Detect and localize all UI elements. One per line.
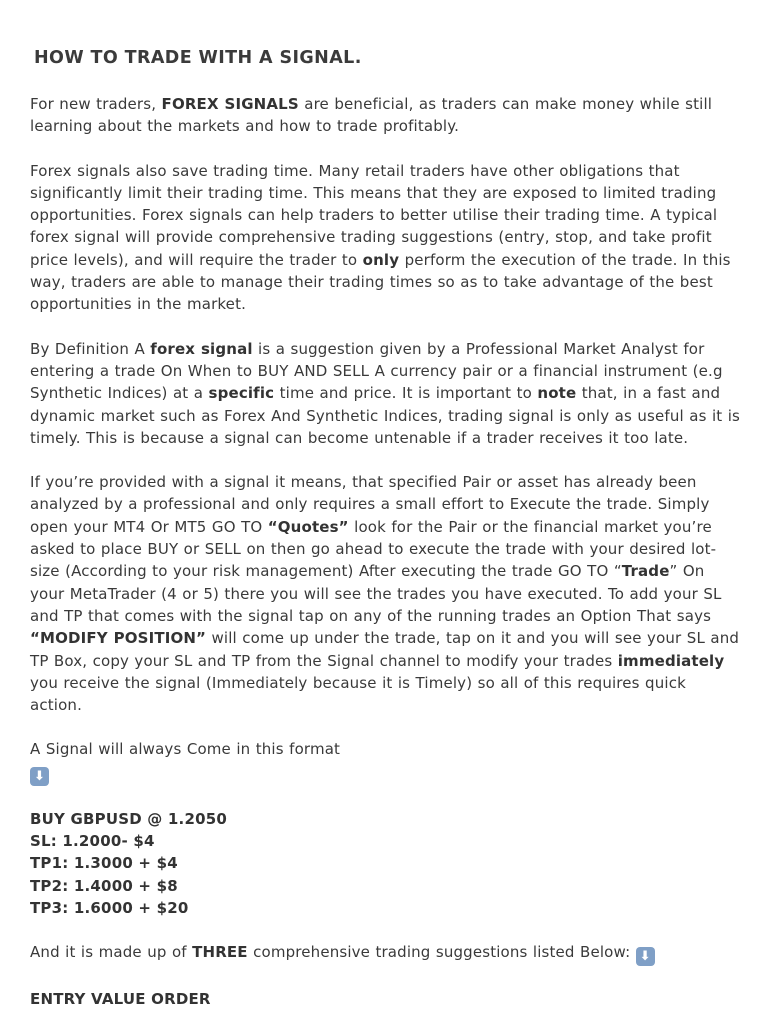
text-run: Forex signals also save trading time. Many retail traders have other obligations that significantly limit their trading time. This means that they are exposed to limited trading opportunities. Forex signals can help traders to better utilise their trading time. A typical forex signal will provide comprehensive trading suggestions (entry, stop, and take profit price levels), and will require the trader to	[30, 161, 718, 269]
text-run: And it is made up of	[30, 943, 193, 962]
signal-line-entry: BUY GBPUSD @ 1.2050	[30, 809, 227, 828]
bold-term: FOREX SIGNALS	[161, 95, 299, 113]
down-arrow-icon: ⬇	[636, 947, 655, 966]
bold-term: Trade	[621, 562, 670, 581]
bold-term: specific	[208, 384, 275, 403]
text-run: By Definition A	[30, 339, 151, 358]
text-run: you receive the signal (Immediately because it is Timely) so all of this requires quick action.	[30, 673, 686, 715]
bold-term: only	[362, 250, 400, 269]
intro-paragraph	[30, 93, 740, 138]
format-paragraph	[30, 738, 740, 785]
bold-term: immediately	[617, 651, 725, 670]
bold-term: note	[537, 384, 577, 403]
components-paragraph	[30, 941, 740, 966]
signal-example	[30, 808, 740, 919]
entry-value-order-heading: ENTRY VALUE ORDER	[30, 990, 211, 1009]
text-run: look for the Pair or the financial market you’re asked to place BUY or SELL on then go ahead to execute the trade with your desired lot-size (According to your risk management) After executing the trade GO TO “	[30, 517, 717, 581]
text-run: perform the execution of the trade. In this way, traders are able to manage their trading times so as to take advantage of the best opportunities in the market.	[30, 250, 731, 314]
page-title: HOW TO TRADE WITH A SIGNAL.	[34, 48, 362, 68]
signal-line-tp2: TP2: 1.4000 + $8	[30, 876, 178, 895]
time-saving-paragraph	[30, 160, 740, 316]
signal-line-tp3: TP3: 1.6000 + $20	[30, 898, 189, 917]
bold-term: “MODIFY POSITION”	[30, 629, 207, 648]
text-run: If you’re provided with a signal it means, that specified Pair or asset has already been analyzed by a professional and only requires a small effort to Execute the trade. Simply open your MT4 Or MT5 GO TO	[30, 473, 710, 536]
text-run: comprehensive trading suggestions listed Below:	[247, 943, 636, 962]
text-run: ” On your MetaTrader (4 or 5) there you will see the trades you have executed. To add your SL and TP that comes with the signal tap on any of the running trades an Option That says	[30, 562, 722, 625]
text-run: A Signal will always Come in this format	[30, 740, 341, 759]
bold-term: THREE	[192, 943, 248, 962]
text-run: time and price. It is important to	[274, 384, 538, 403]
bold-term: forex signal	[150, 339, 253, 358]
text-run: will come up under the trade, tap on it and you will see your SL and TP Box, copy your SL and TP from the Signal channel to modify your trades	[30, 629, 740, 670]
text-run: For new traders,	[30, 95, 162, 113]
down-arrow-icon: ⬇	[30, 767, 49, 786]
definition-paragraph	[30, 338, 740, 449]
signal-line-sl: SL: 1.2000- $4	[30, 832, 155, 851]
text-run: are beneficial, as traders can make money while still learning about the markets and how to trade profitably.	[30, 95, 713, 136]
signal-line-tp1: TP1: 1.3000 + $4	[30, 854, 178, 873]
bold-term: “Quotes”	[267, 517, 349, 536]
text-run: is a suggestion given by a Professional Market Analyst for entering a trade On When to BUY AND SELL A currency pair or a financial instrument (e.g Synthetic Indices) at a	[30, 339, 723, 403]
instructions-paragraph	[30, 471, 740, 716]
text-run: that, in a fast and dynamic market such as Forex And Synthetic Indices, trading signal is only as useful as it is timely. This is because a signal can become untenable if a trader receives it too late.	[30, 384, 741, 447]
